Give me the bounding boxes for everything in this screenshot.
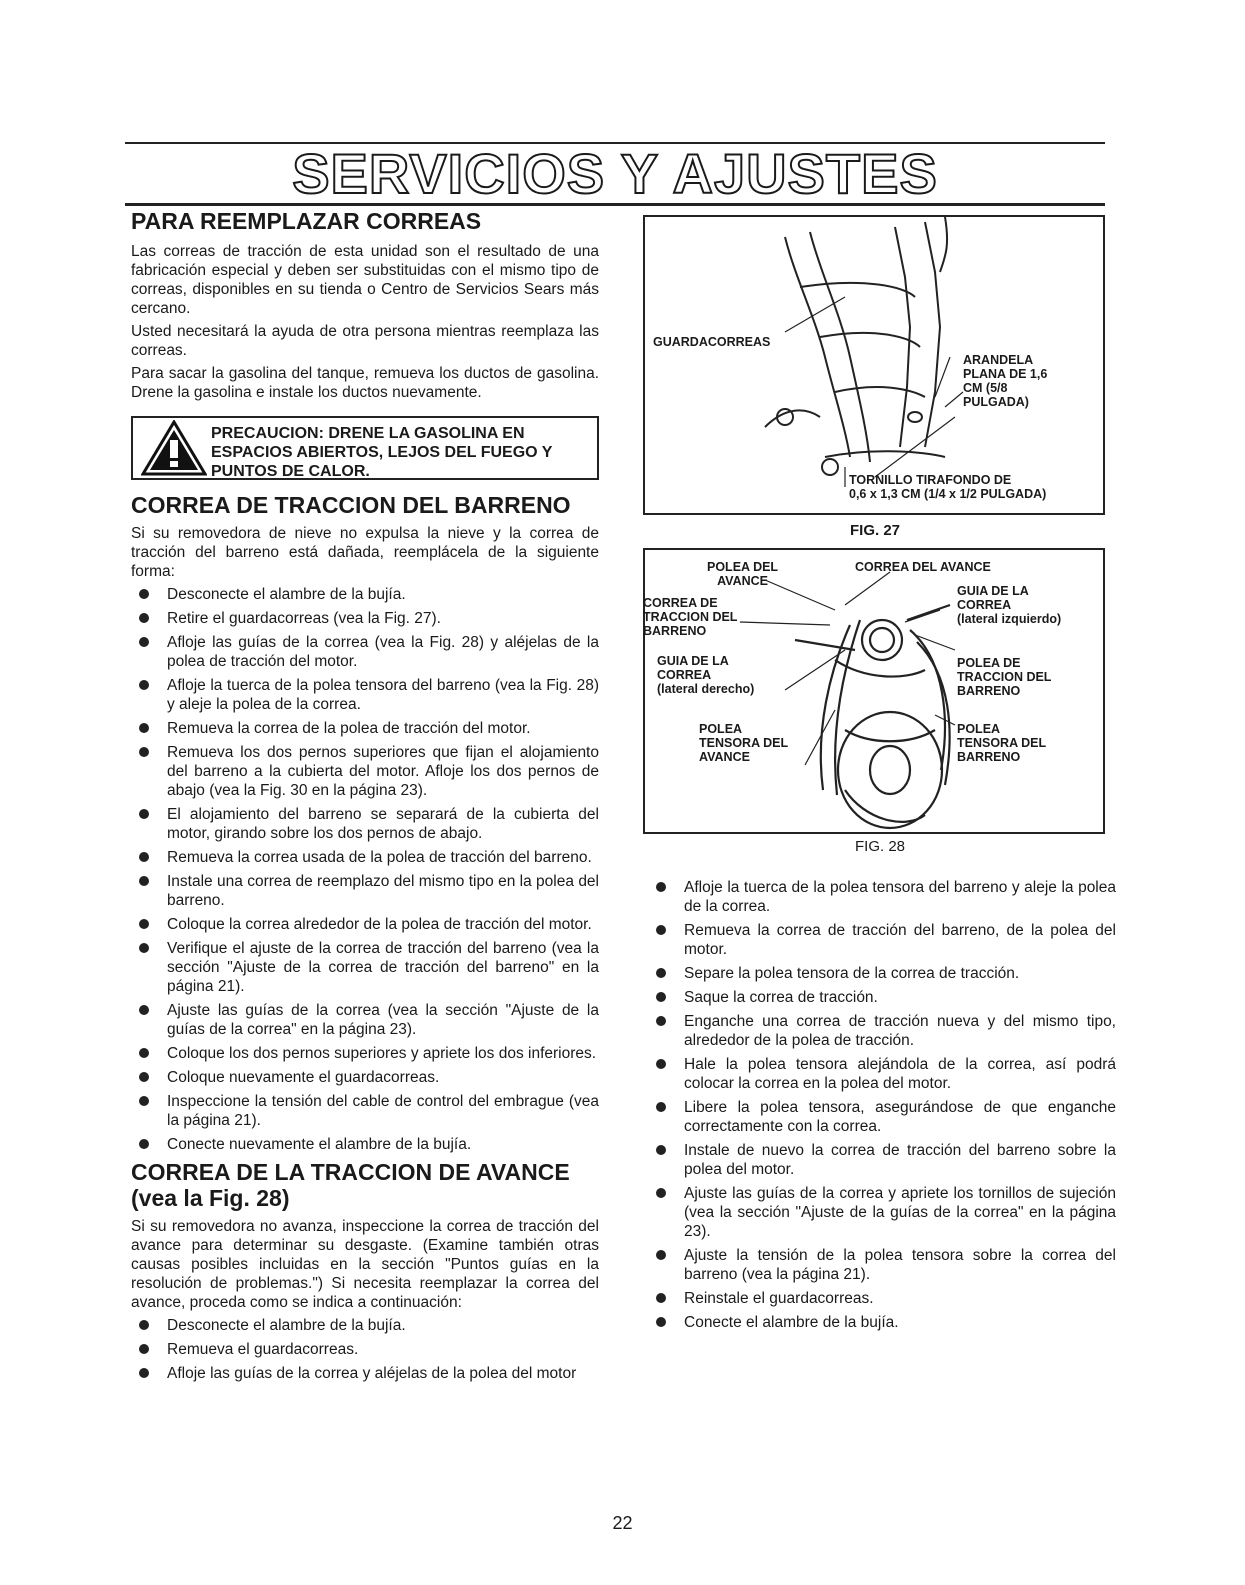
warning-text: PRECAUCION: DRENE LA GASOLINA EN ESPACIOS ABIERTOS, LEJOS DEL FUEGO Y PUNTOS DE CALOR. [211,425,553,480]
bullet-icon [656,1102,666,1112]
list-item-text: Coloque la correa alrededor de la polea de tracción del motor. [167,916,592,933]
bullet-icon [656,968,666,978]
list-item [648,1141,1116,1179]
bullet-icon [139,1344,149,1354]
bullet-icon [139,919,149,929]
list-item [131,1316,599,1335]
label-drive-pulley: POLEA DEL AVANCE [707,560,779,588]
list-item-text: Hale la polea tensora alejándola de la correa, así podrá colocar la correa en la polea del motor. [684,1056,1116,1092]
list-item [131,1044,599,1063]
list-item-text: Coloque nuevamente el guardacorreas. [167,1069,440,1086]
list-item-text: Desconecte el alambre de la bujía. [167,586,406,603]
list-item [131,633,599,671]
page-number: 22 [612,1513,633,1533]
list-item-text: Saque la correa de tracción. [684,989,878,1006]
list-item-text: Remueva la correa de tracción del barreno, de la polea del motor. [684,922,1116,958]
bullet-icon [656,1145,666,1155]
section-title-auger-belt: CORREA DE TRACCION DEL BARRENO [131,492,571,518]
list-item-text: Remueva la correa usada de la polea de tracción del barreno. [167,849,592,866]
intro-paragraph: Usted necesitará la ayuda de otra persona mientras reemplaza las correas. [131,323,599,359]
bullet-icon [139,589,149,599]
list-item [131,915,599,934]
list-item [131,939,599,996]
title-bottom-rule [125,203,1105,206]
label-lag-screw: TORNILLO TIRAFONDO DE 0,6 x 1,3 CM (1/4 x 1/2 PULGADA) [849,473,1047,501]
bullet-icon [139,1096,149,1106]
right-column [648,878,1116,1337]
bullet-icon [139,876,149,886]
warning-triangle-icon [141,420,207,476]
bullet-icon [656,1016,666,1026]
section-intro: Si su removedora no avanza, inspeccione la correa de tracción del avance para determinar su desgaste. (Examine también otras causas posibles incluidas en la sección "Puntos guías en la resolución de problemas.") Si necesita reemplazar la correa del avance, proceda como se indica a continuación: [131,1218,599,1311]
list-item [648,964,1116,983]
bullet-icon [139,1320,149,1330]
bullet-icon [139,680,149,690]
bullet-icon [656,1293,666,1303]
list-item [131,805,599,843]
list-item-text: Ajuste la tensión de la polea tensora sobre la correa del barreno (vea la página 21). [684,1247,1116,1283]
list-item-text: Ajuste las guías de la correa y apriete los tornillos de sujeción (vea la sección "Ajuste de la guías de la correa" en la página 23). [684,1185,1116,1240]
bullet-icon [656,882,666,892]
list-item-text: Separe la polea tensora de la correa de tracción. [684,965,1020,982]
list-item [131,743,599,800]
bullet-icon [139,723,149,733]
list-item [648,1055,1116,1093]
left-column [131,208,599,1388]
list-item-text: Instale de nuevo la correa de tracción del barreno sobre la polea del motor. [684,1142,1116,1178]
list-item [648,988,1116,1007]
section-intro: Si su removedora de nieve no expulsa la nieve y la correa de tracción del barreno está dañada, reemplácela de la siguiente forma: [131,525,599,580]
section-title-drive-belt [131,1159,599,1211]
list-item-text: Remueva el guardacorreas. [167,1341,359,1358]
list-item [648,878,1116,916]
bullet-icon [656,1188,666,1198]
label-drive-belt: CORREA DEL AVANCE [855,560,991,574]
drive-belt-steps [131,1316,599,1383]
intro-paragraph: Las correas de tracción de esta unidad son el resultado de una fabricación especial y deben ser substituidas con el mismo tipo de correas, disponibles en su tienda o Centro de Servicios Sears más cercano. [131,243,599,317]
list-item [131,719,599,738]
section-title-line: (vea la Fig. 28) [131,1185,290,1211]
list-item-text: Remueva la correa de la polea de tracción del motor. [167,720,531,737]
auger-belt-steps [131,585,599,1154]
list-item-text: Conecte nuevamente el alambre de la bujía. [167,1136,472,1153]
label-belt-guard: GUARDACORREAS [653,335,771,349]
bullet-icon [139,943,149,953]
figure-27-caption: FIG. 27 [850,522,901,539]
list-item [131,1340,599,1359]
list-item-text: Retire el guardacorreas (vea la Fig. 27). [167,610,441,627]
label-auger-pulley: POLEA DE TRACCION DEL BARRENO [957,656,1052,698]
list-item [131,1001,599,1039]
bullet-icon [139,1139,149,1149]
list-item [131,848,599,867]
bullet-icon [139,1072,149,1082]
bullet-icon [656,1317,666,1327]
list-item [131,676,599,714]
list-item-text: Coloque los dos pernos superiores y apriete los dos inferiores. [167,1045,597,1062]
list-item [648,1098,1116,1136]
label-belt-guide-left: GUIA DE LA CORREA (lateral izquierdo) [957,584,1062,626]
list-item [648,921,1116,959]
label-auger-belt: CORREA DE TRACCION DEL BARRENO [643,596,738,638]
list-item [648,1246,1116,1284]
bullet-icon [656,925,666,935]
list-item [131,1092,599,1130]
bullet-icon [139,613,149,623]
drive-belt-steps-continued [648,878,1116,1332]
figure-27 [643,215,1105,515]
list-item [131,1364,599,1383]
bullet-icon [656,1059,666,1069]
list-item-text: Desconecte el alambre de la bujía. [167,1317,406,1334]
list-item-text: Enganche una correa de tracción nueva y del mismo tipo, alrededor de la polea de tracción. [684,1013,1116,1049]
list-item [131,1135,599,1154]
warning-box [131,416,599,480]
bullet-icon [656,992,666,1002]
label-drive-idler: POLEA TENSORA DEL AVANCE [699,722,789,764]
list-item-text: Reinstale el guardacorreas. [684,1290,874,1307]
list-item-text: Libere la polea tensora, asegurándose de que enganche correctamente con la correa. [684,1099,1116,1135]
list-item-text: Ajuste las guías de la correa (vea la sección "Ajuste de la guías de la correa" en la página 23). [167,1002,599,1038]
list-item-text: Verifique el ajuste de la correa de tracción del barreno (vea la sección "Ajuste de la correa de tracción del barreno" en la página 21). [167,940,599,995]
list-item-text: Conecte el alambre de la bujía. [684,1314,899,1331]
bullet-icon [139,852,149,862]
list-item [131,872,599,910]
bullet-icon [139,809,149,819]
list-item [648,1184,1116,1241]
list-item-text: Instale una correa de reemplazo del mismo tipo en la polea del barreno. [167,873,599,909]
bullet-icon [656,1250,666,1260]
list-item-text: Afloje las guías de la correa (vea la Fig. 28) y aléjelas de la polea de tracción del motor. [167,634,599,670]
list-item [131,1068,599,1087]
list-item-text: Afloje las guías de la correa y aléjelas de la polea del motor [167,1365,577,1382]
intro-paragraph: Para sacar la gasolina del tanque, remueva los ductos de gasolina. Drene la gasolina e instale los ductos nuevamente. [131,365,599,401]
list-item-text: Afloje la tuerca de la polea tensora del barreno (vea la Fig. 28) y aleje la polea de la correa. [167,677,599,713]
bullet-icon [139,637,149,647]
list-item-text: Remueva los dos pernos superiores que fijan el alojamiento del barreno a la cubierta del motor. Afloje los dos pernos de abajo (vea la Fig. 30 en la página 23). [167,744,599,799]
list-item-text: Inspeccione la tensión del cable de control del embrague (vea la página 21). [167,1093,599,1129]
bullet-icon [139,1005,149,1015]
bullet-icon [139,1368,149,1378]
label-flat-washer: ARANDELA PLANA DE 1,6 CM (5/8 PULGADA) [963,353,1048,409]
list-item [648,1313,1116,1332]
list-item [648,1289,1116,1308]
label-auger-idler: POLEA TENSORA DEL BARRENO [957,722,1047,764]
page-title: SERVICIOS Y AJUSTES [292,142,938,205]
list-item [131,585,599,604]
list-item-text: El alojamiento del barreno se separará de la cubierta del motor, girando sobre los dos pernos de abajo. [167,806,599,842]
figure-28-caption: FIG. 28 [855,838,906,855]
list-item [648,1012,1116,1050]
label-belt-guide-right: GUIA DE LA CORREA (lateral derecho) [657,654,755,696]
section-title-line: CORREA DE LA TRACCION DE AVANCE [131,1159,570,1185]
figure-28 [643,548,1105,834]
bullet-icon [139,1048,149,1058]
section-title-replace-belts: PARA REEMPLAZAR CORREAS [131,208,482,234]
bullet-icon [139,747,149,757]
list-item [131,609,599,628]
list-item-text: Afloje la tuerca de la polea tensora del barreno y aleje la polea de la correa. [684,879,1116,915]
